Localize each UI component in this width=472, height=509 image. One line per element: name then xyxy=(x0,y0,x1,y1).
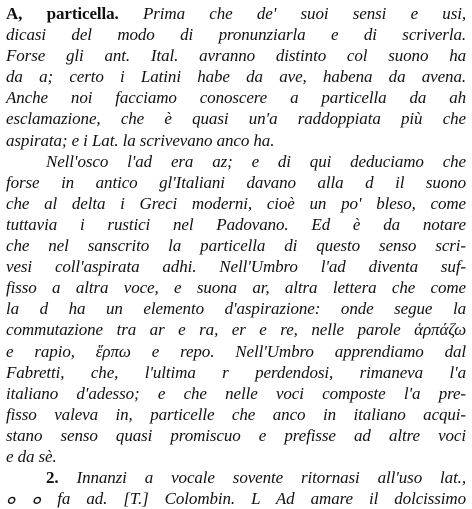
osco-line-4: tuttavia i rustici nel Padovano. Ed è da notare xyxy=(6,214,466,234)
osco-line-2: forse in antico gl'Italiani davano alla d il suono xyxy=(6,172,466,192)
osco-line-15: e da sè. xyxy=(6,446,57,466)
osco-line-7: fisso a altra voce, e suona ar, altra lettera che come xyxy=(6,278,466,298)
entry-a-line-7: aspirata; e i Lat. la scrivevano anco ha. xyxy=(6,130,275,150)
dictionary-page xyxy=(6,3,466,509)
osco-line-11: Fabretti, che, l'ultima r perdendosi, rimaneva l'a xyxy=(6,362,466,382)
entry-a-line-3: Forse gli ant. Ital. avranno distinto col suono ha xyxy=(6,46,466,66)
section-2-line-1: 2. Innanzi a vocale sovente ritornasi all'uso lat., xyxy=(46,468,466,488)
osco-line-3: che al delta i Greci moderni, cioè un po' bleso, come xyxy=(6,193,466,213)
entry-headword: A, particella. xyxy=(6,4,119,23)
entry-a-line-4: da a; certo i Latini habe da ave, habena da avena. xyxy=(6,67,466,87)
osco-line-6: vesi coll'aspirata adhi. Nell'Umbro l'ad diventa suf- xyxy=(6,257,466,277)
osco-line-8: la d ha un elemento d'aspirazione: onde segue la xyxy=(6,299,466,319)
section-number: 2. xyxy=(46,468,59,488)
osco-line-1: Nell'osco l'ad era az; e di qui deduciamo che xyxy=(46,151,466,171)
osco-line-14: stano senso quasi promiscuo e prefisse ad altre voci xyxy=(6,425,466,445)
entry-a-line-6: esclamazione, che è quasi un'a raddoppiata più che xyxy=(6,109,466,129)
osco-line-5: che nel sanscrito la particella di questo senso scri- xyxy=(6,236,466,256)
osco-line-9: commutazione tra ar e ra, er e re, nelle parole ἁρπάζω xyxy=(6,320,466,340)
osco-line-10: e rapio, ἕρπω e repo. Nell'Umbro apprendiamo dal xyxy=(6,341,466,361)
entry-a-line-5: Anche noi facciamo conoscere a particella da ah xyxy=(6,88,466,108)
section-2-line-2: ܘ ܘ fa ad. [T.] Colombin. L Ad amare il dolcissimo xyxy=(6,489,466,509)
entry-a-line-2: dicasi del modo di pronunziarla e di scriverla. xyxy=(6,25,466,45)
osco-line-12: italiano d'adesso; e che nelle voci composte l'a pre- xyxy=(6,383,466,403)
entry-a-line-1: A, particella. Prima che de' suoi sensi e usi, xyxy=(6,4,466,23)
osco-line-13: fisso valeva in, particelle che anco in italiano acqui- xyxy=(6,404,466,424)
